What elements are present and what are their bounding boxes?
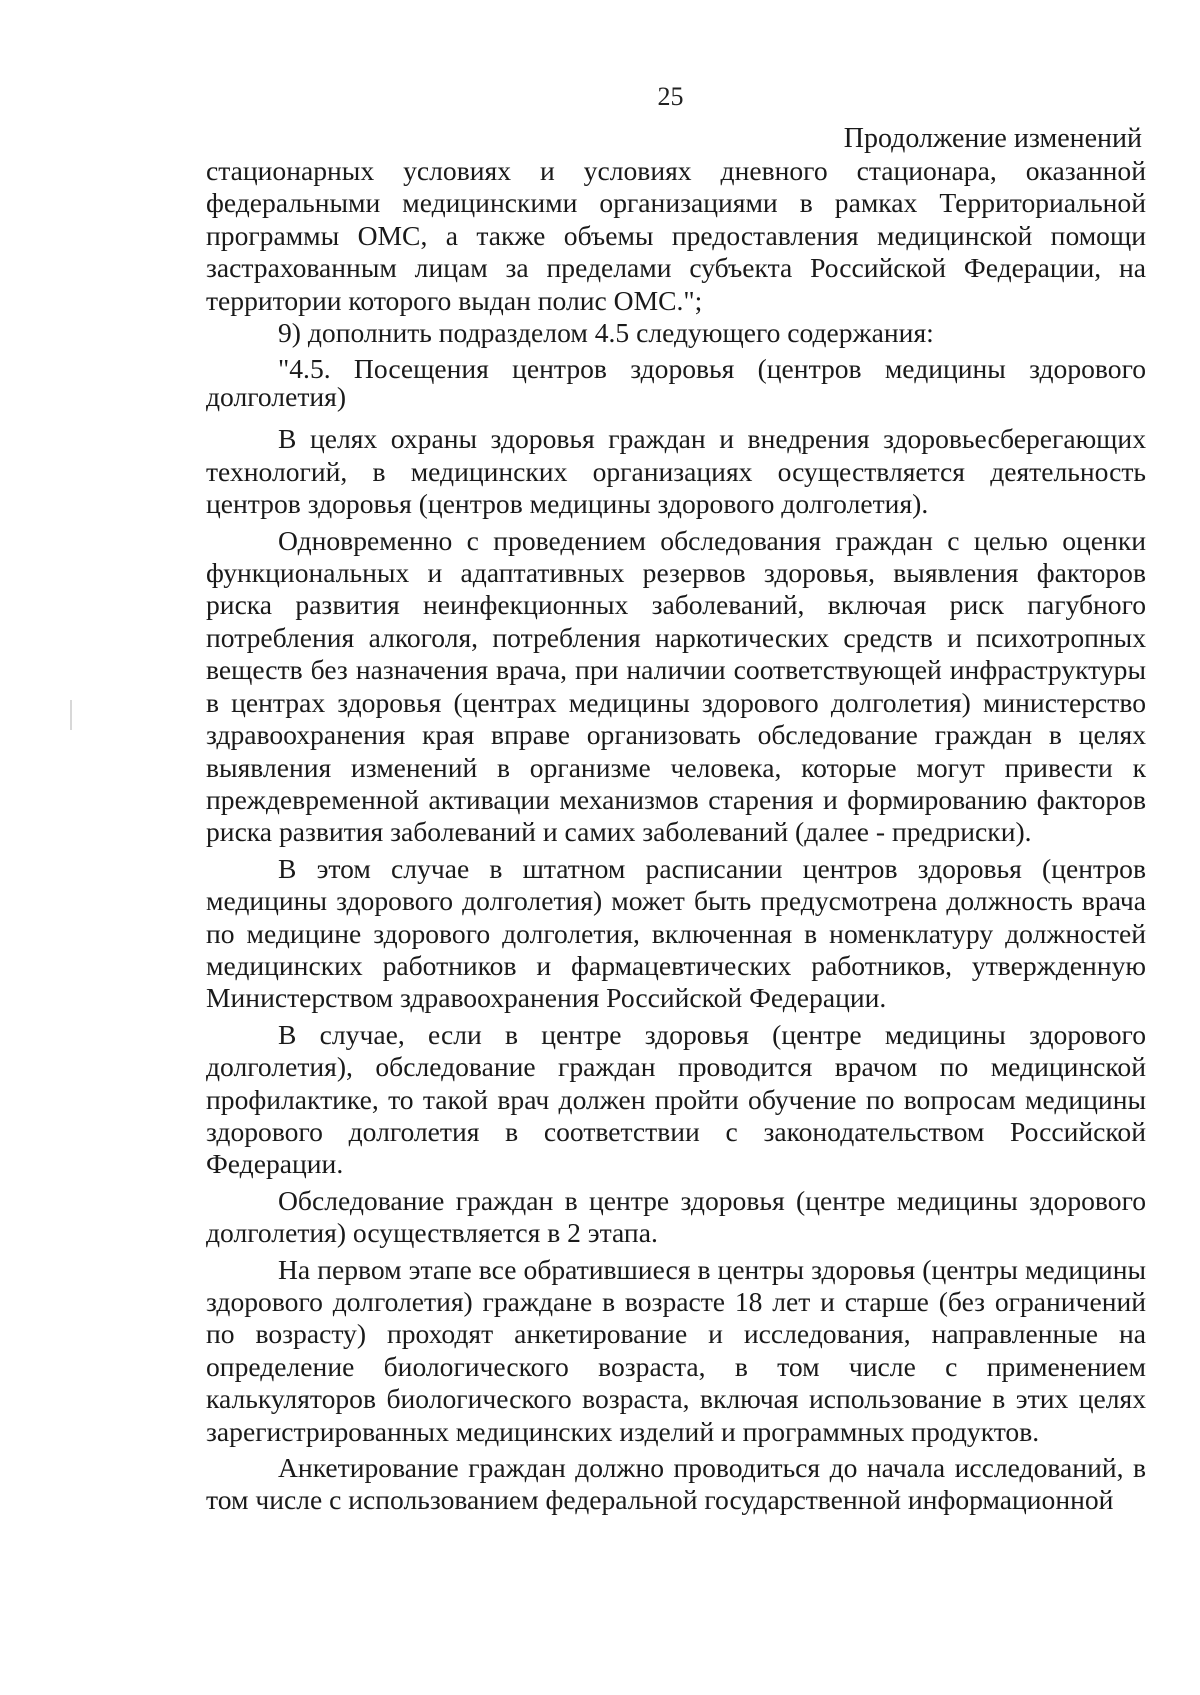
paragraph: В этом случае в штатном расписании центров здоровья (центров медицины здорового долголетия) может быть предусмотрена должность врача по медицине здорового долголетия, включенная в номенклатуру должностей медицинских работников и фармацевтических работников, утвержденную Министерством здравоохранения Российской Федерации.: [206, 852, 1146, 1014]
subsection-heading: "4.5. Посещения центров здоровья (центров медицины здорового долголетия): [206, 353, 1146, 413]
continuation-label: Продолжение изменений: [843, 123, 1142, 154]
paragraph-amendment-item: 9) дополнить подразделом 4.5 следующего содержания:: [278, 317, 934, 349]
paragraph-continued: стационарных условиях и условиях дневного стационара, оказанной федеральными медицинскими организациями в рамках Территориальной программы ОМС, а также объемы предоставления медицинской помощи застрахованным лицам за пределами субъекта Российской Федерации, на территории которого выдан полис ОМС.";: [206, 155, 1146, 316]
paragraph: Анкетирование граждан должно проводиться до начала исследований, в том числе с использованием федеральной государственной информационной: [206, 1452, 1146, 1516]
paragraph: Обследование граждан в центре здоровья (центре медицины здорового долголетия) осуществляется в 2 этапа.: [206, 1184, 1146, 1249]
paragraph: На первом этапе все обратившиеся в центры здоровья (центры медицины здорового долголетия) граждане в возрасте 18 лет и старше (без ограничений по возрасту) проходят анкетирование и исследования, направленные на определение биологического возраста, в том числе с применением калькуляторов биологического возраста, включая использование в этих целях зарегистрированных медицинских изделий и программных продуктов.: [206, 1253, 1146, 1447]
document-body: [206, 155, 1146, 1517]
paragraph: В случае, если в центре здоровья (центре медицины здорового долголетия), обследование граждан проводится врачом по медицинской профилактике, то такой врач должен пройти обучение по вопросам медицины здорового долголетия в соответствии с законодательством Российской Федерации.: [206, 1018, 1146, 1180]
page-number: 25: [657, 82, 684, 111]
paragraph: Одновременно с проведением обследования граждан с целью оценки функциональных и адаптативных резервов здоровья, выявления факторов риска развития неинфекционных заболеваний, включая риск пагубного потребления алкоголя, потребления наркотических средств и психотропных веществ без назначения врача, при наличии соответствующей инфраструктуры в центрах здоровья (центрах медицины здорового долголетия) министерство здравоохранения края вправе организовать обследование граждан в целях выявления изменений в организме человека, которые могут привести к преждевременной активации механизмов старения и формированию факторов риска развития заболеваний и самих заболеваний (далее - предриски).: [206, 524, 1146, 848]
scan-margin-mark: [70, 700, 72, 730]
paragraph: В целях охраны здоровья граждан и внедрения здоровьесберегающих технологий, в медицинских организациях осуществляется деятельность центров здоровья (центров медицины здорового долголетия).: [206, 423, 1146, 520]
